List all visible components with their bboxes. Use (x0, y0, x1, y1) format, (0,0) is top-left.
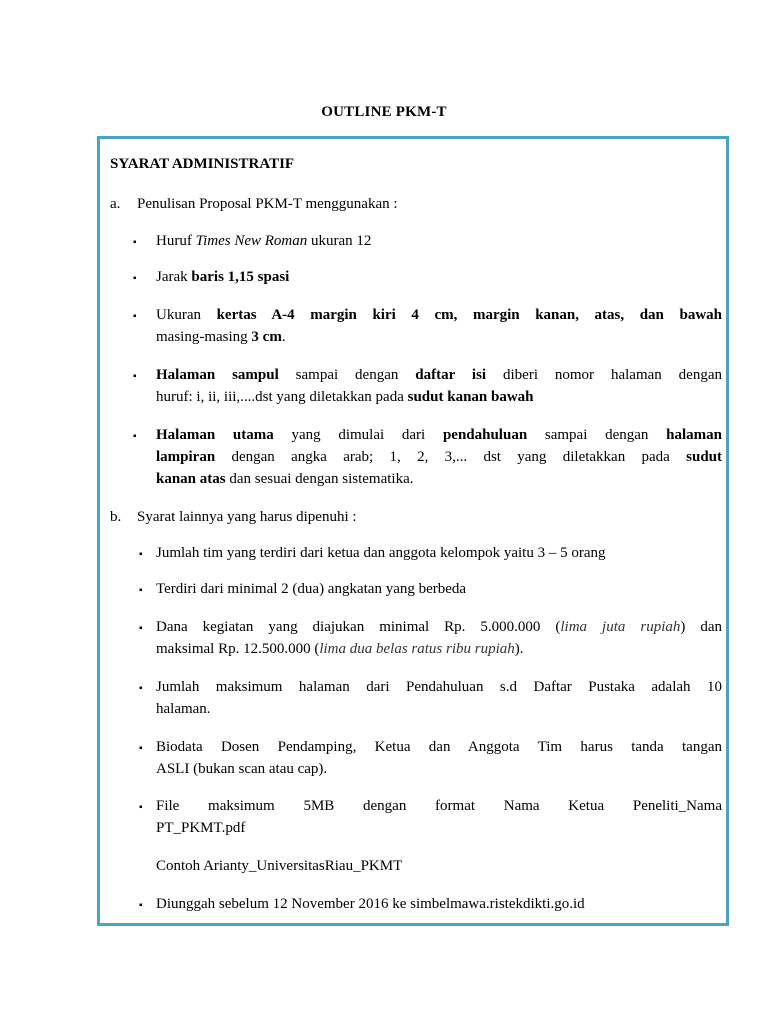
section-a-marker: a. (110, 196, 121, 212)
list-item-continuation: lampiran dengan angka arab; 1, 2, 3,... dst yang diletakkan pada sudut (156, 449, 722, 465)
list-item: Jumlah tim yang terdiri dari ketua dan anggota kelompok yaitu 3 – 5 orang (156, 545, 606, 561)
list-item-continuation: masing-masing 3 cm. (156, 329, 286, 345)
bullet-icon: ▪ (139, 900, 143, 911)
list-item: Dana kegiatan yang diajukan minimal Rp. 5.000.000 (lima juta rupiah) dan (156, 619, 723, 635)
bullet-icon: ▪ (139, 683, 143, 694)
bullet-icon: ▪ (133, 311, 137, 322)
list-item-continuation: huruf: i, ii, iii,....dst yang diletakkan pada sudut kanan bawah (156, 389, 534, 405)
list-item: Halaman utama yang dimulai dari pendahuluan sampai dengan halaman (156, 427, 722, 443)
bullet-icon: ▪ (139, 802, 143, 813)
example-filename: Contoh Arianty_UniversitasRiau_PKMT (156, 858, 403, 874)
list-item: Huruf Times New Roman ukuran 12 (156, 233, 372, 249)
list-item: Jumlah maksimum halaman dari Pendahuluan s.d Daftar Pustaka adalah 10 (156, 679, 722, 695)
list-item: Ukuran kertas A-4 margin kiri 4 cm, margin kanan, atas, dan bawah (156, 307, 722, 323)
list-item-continuation: ASLI (bukan scan atau cap). (156, 761, 328, 777)
bullet-icon: ▪ (139, 743, 143, 754)
list-item: File maksimum 5MB dengan format Nama Ketua Peneliti_Nama (156, 798, 722, 814)
bullet-icon: ▪ (139, 623, 143, 634)
list-item: Diunggah sebelum 12 November 2016 ke simbelmawa.ristekdikti.go.id (156, 896, 585, 912)
list-item-continuation: PT_PKMT.pdf (156, 820, 246, 836)
document-title: OUTLINE PKM-T (321, 104, 447, 120)
bullet-icon: ▪ (133, 237, 137, 248)
bullet-icon: ▪ (133, 431, 137, 442)
list-item-continuation: halaman. (156, 701, 211, 717)
list-item: Jarak baris 1,15 spasi (156, 269, 290, 285)
list-item: Biodata Dosen Pendamping, Ketua dan Anggota Tim harus tanda tangan (156, 739, 722, 755)
section-a-text: Penulisan Proposal PKM-T menggunakan : (137, 196, 398, 212)
list-item: Terdiri dari minimal 2 (dua) angkatan yang berbeda (156, 581, 467, 597)
bullet-icon: ▪ (139, 585, 143, 596)
bullet-icon: ▪ (133, 371, 137, 382)
list-item: Halaman sampul sampai dengan daftar isi diberi nomor halaman dengan (156, 367, 722, 383)
list-item-continuation: maksimal Rp. 12.500.000 (lima dua belas ratus ribu rupiah). (156, 641, 524, 657)
section-b-text: Syarat lainnya yang harus dipenuhi : (137, 509, 357, 525)
bullet-icon: ▪ (133, 273, 137, 284)
section-heading: SYARAT ADMINISTRATIF (110, 156, 295, 172)
list-item-continuation: kanan atas dan sesuai dengan sistematika. (156, 471, 414, 487)
bullet-icon: ▪ (139, 549, 143, 560)
section-b-marker: b. (110, 509, 122, 525)
